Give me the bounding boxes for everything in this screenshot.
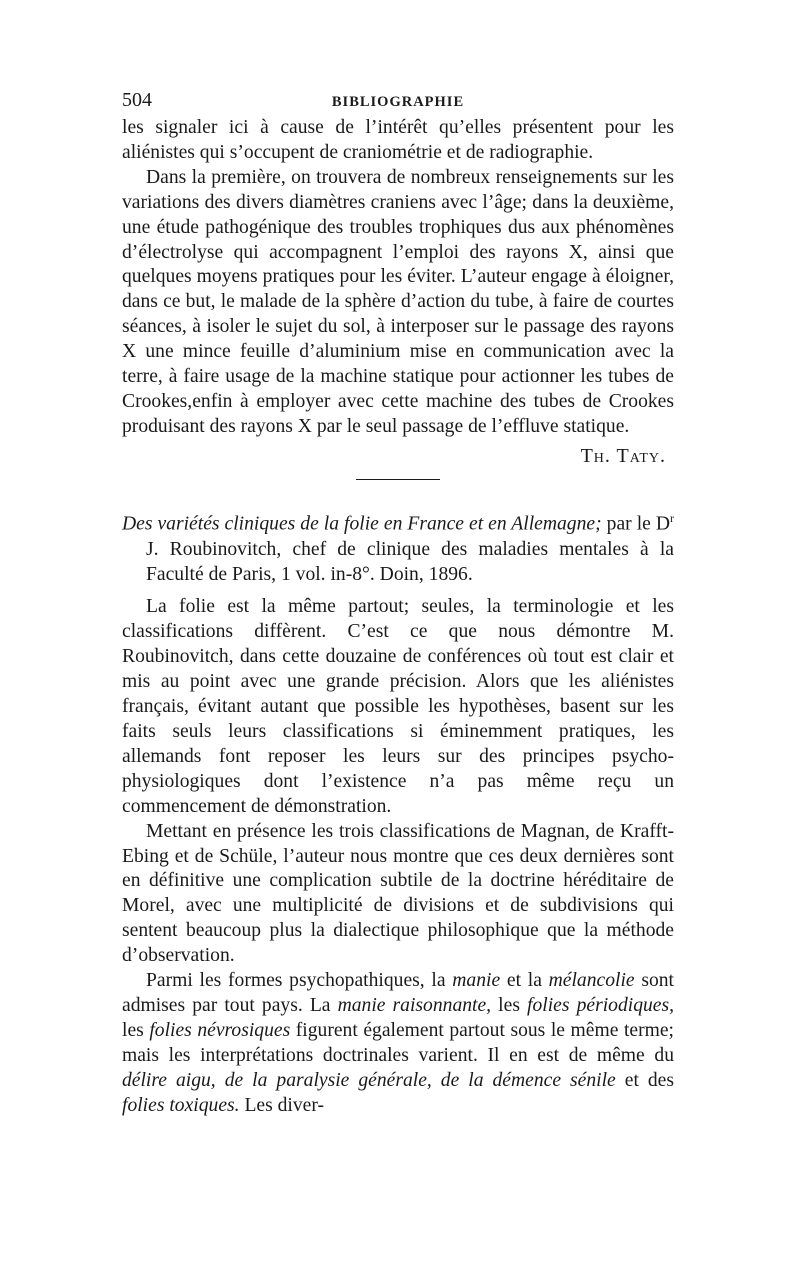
text-run: et la: [500, 970, 549, 992]
paragraph-classifications: Mettant en présence les trois classifications de Magnan, de Krafft-Ebing et de Schüle, l’auteur nous montre que ces deux dernières sont en définitive une complication subtile de la doctrine héréditaire de Morel, avec une multiplicité de divisions et de subdivisions qui sentent beaucoup plus la dialectique philosophique que la méthode d’observation.: [122, 820, 674, 967]
text-run: Les diver-: [239, 1094, 325, 1116]
running-title: BIBLIOGRAPHIE: [331, 94, 465, 110]
reference-by: par le D: [606, 513, 671, 535]
text-run: et des: [615, 1069, 674, 1091]
reference-title: Des variétés cliniques de la folie en France et en Allemagne;: [122, 513, 602, 535]
text-run: sont admises par tout pays. La: [122, 970, 674, 1016]
italic-term: folies périodiques,: [527, 994, 675, 1016]
reference-sup: r: [670, 511, 675, 526]
page-header: [122, 88, 674, 116]
italic-term: manie raisonnante,: [337, 994, 492, 1016]
author-signature: Th. Taty.: [580, 444, 666, 467]
paragraph-radiography: Dans la première, on trouvera de nombreux renseignements sur les variations des divers diamètres craniens avec l’âge; dans la deuxième, une étude pathogénique des troubles trophiques dus aux phénomènes d’électrolyse qui accompagnent l’emploi des rayons X, ainsi que quelques moyens pratiques pour les éviter. L’auteur engage à éloigner, dans ce but, le malade de la sphère d’action du tube, à faire de courtes séances, à isoler le sujet du sol, à interposer sur le passage des rayons X une mince feuille d’aluminium mise en communication avec la terre, à faire usage de la machine statique pour actionner les tubes de Crookes,enfin à employer avec cette machine des tubes de Crookes produisant des rayons X par le seul passage de l’effluve statique.: [122, 166, 674, 437]
italic-term: mélancolie: [548, 970, 635, 992]
italic-term: folies toxiques.: [122, 1094, 240, 1116]
text-run: figurent également partout sous le même terme; mais les interprétations doctrinales varient. Il en est de même du: [122, 1019, 674, 1066]
paragraph-folie: La folie est la même partout; seules, la terminologie et les classifications diffèrent. C’est ce que nous démontre M. Roubinovitch, dans cette douzaine de conférences où tout est clair et mis au point avec une grande précision. Alors que les aliénistes français, évitant autant que possible les hypothèses, basent sur les faits seuls leurs classifications si éminemment pratiques, les allemands font reposer les leurs sur des principes psycho-physiologiques dont l’existence n’a pas même reçu un commencement de démonstration.: [122, 596, 674, 817]
paragraph-formes: [122, 969, 674, 1118]
italic-term: manie: [452, 970, 501, 992]
bibliographic-reference: [122, 506, 674, 587]
reference-details: J. Roubinovitch, chef de clinique des maladies mentales à la Faculté de Paris, 1 vol. in-8°. Doin, 1896.: [146, 538, 674, 585]
text-run: les: [122, 1019, 150, 1041]
text-run: Parmi les formes psychopathiques, la: [146, 970, 453, 992]
italic-term: délire aigu, de la paralysie générale, de la démence sénile: [122, 1069, 616, 1091]
section-divider: [356, 479, 440, 481]
page-number: 504: [122, 89, 152, 111]
document-page: [122, 88, 674, 1118]
text-run: les: [491, 994, 528, 1016]
paragraph-continued: les signaler ici à cause de l’intérêt qu’elles présentent pour les aliénistes qui s’occupent de craniométrie et de radiographie.: [122, 117, 674, 163]
italic-term: folies névrosiques: [149, 1019, 291, 1041]
